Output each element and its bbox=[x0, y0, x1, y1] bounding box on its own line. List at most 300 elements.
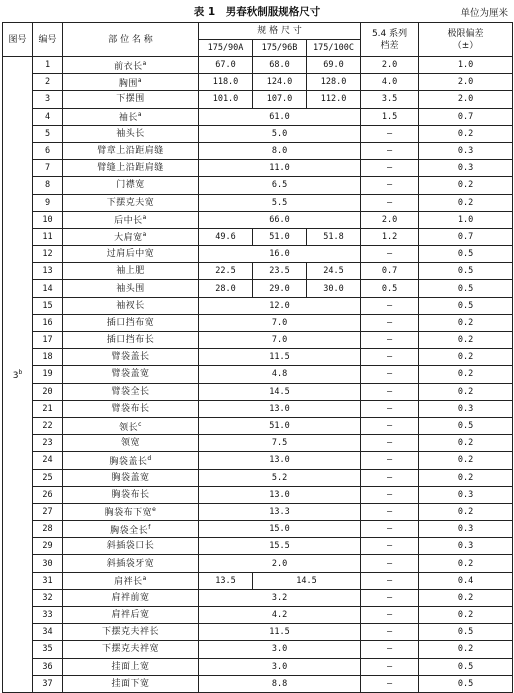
item-number: 8 bbox=[33, 177, 63, 194]
part-name-text: 过肩后中宽 bbox=[106, 249, 155, 260]
part-name bbox=[63, 263, 199, 280]
part-name-text: 斜插袋牙宽 bbox=[106, 558, 155, 569]
grade-value: 4.0 bbox=[361, 74, 419, 91]
tolerance-value: 0.3 bbox=[419, 160, 513, 177]
part-name bbox=[63, 486, 199, 503]
tolerance-value: 0.5 bbox=[419, 417, 513, 434]
tolerance-value: 0.2 bbox=[419, 125, 513, 142]
part-name-text: 前衣长 bbox=[114, 61, 143, 72]
tolerance-value: 0.4 bbox=[419, 572, 513, 589]
header-grade-line1: 5.4 系列 bbox=[371, 28, 408, 39]
part-name bbox=[63, 452, 199, 469]
header-tolerance-line2: （±） bbox=[452, 40, 479, 51]
table-row bbox=[3, 228, 513, 245]
grade-value: — bbox=[361, 521, 419, 538]
part-name bbox=[63, 160, 199, 177]
tolerance-value: 0.3 bbox=[419, 400, 513, 417]
part-name bbox=[63, 142, 199, 159]
part-name-text: 门襟宽 bbox=[116, 180, 145, 191]
tolerance-value: 0.3 bbox=[419, 538, 513, 555]
part-name bbox=[63, 435, 199, 452]
table-row bbox=[3, 400, 513, 417]
tolerance-value: 0.5 bbox=[419, 297, 513, 314]
table-row bbox=[3, 314, 513, 331]
tolerance-value: 0.5 bbox=[419, 675, 513, 692]
part-name bbox=[63, 469, 199, 486]
table-row bbox=[3, 675, 513, 692]
size-value: 13.5 bbox=[199, 572, 253, 589]
tolerance-value: 0.2 bbox=[419, 435, 513, 452]
item-number: 4 bbox=[33, 108, 63, 125]
figure-number: 3 bbox=[12, 370, 19, 381]
size-value: 69.0 bbox=[307, 57, 361, 74]
header-tolerance-line1: 极限偏差 bbox=[447, 28, 484, 39]
header-spec-size: 规 格 尺 寸 bbox=[199, 23, 361, 40]
tolerance-value: 1.0 bbox=[419, 57, 513, 74]
grade-value: — bbox=[361, 314, 419, 331]
size-value: 22.5 bbox=[199, 263, 253, 280]
grade-value: 1.5 bbox=[361, 108, 419, 125]
part-name bbox=[63, 74, 199, 91]
part-name-text: 袖上肥 bbox=[116, 266, 145, 277]
table-row bbox=[3, 177, 513, 194]
item-number: 12 bbox=[33, 246, 63, 263]
size-spec-table bbox=[2, 22, 513, 693]
header-size-175-96b: 175/96B bbox=[253, 40, 307, 57]
size-value: 8.8 bbox=[199, 675, 361, 692]
part-name-text: 胸袋全长 bbox=[110, 525, 149, 536]
unit-note: 单位为厘米 bbox=[460, 8, 508, 19]
size-value: 28.0 bbox=[199, 280, 253, 297]
part-name-text: 袖衩长 bbox=[116, 300, 145, 311]
size-value: 118.0 bbox=[199, 74, 253, 91]
size-value: 112.0 bbox=[307, 91, 361, 108]
grade-value: — bbox=[361, 177, 419, 194]
item-number: 13 bbox=[33, 263, 63, 280]
item-number: 6 bbox=[33, 142, 63, 159]
item-number: 11 bbox=[33, 228, 63, 245]
grade-value: — bbox=[361, 349, 419, 366]
part-name-text: 肩袢前宽 bbox=[111, 592, 150, 603]
size-value: 124.0 bbox=[253, 74, 307, 91]
size-value: 13.0 bbox=[199, 400, 361, 417]
part-name-text: 臂缝上沿距肩缝 bbox=[97, 163, 164, 174]
size-value: 5.2 bbox=[199, 469, 361, 486]
part-name bbox=[63, 211, 199, 228]
size-value: 13.3 bbox=[199, 503, 361, 520]
grade-value: 2.0 bbox=[361, 211, 419, 228]
header-item-no: 编号 bbox=[33, 23, 63, 57]
item-number: 25 bbox=[33, 469, 63, 486]
item-number: 10 bbox=[33, 211, 63, 228]
part-name bbox=[63, 641, 199, 658]
grade-value: — bbox=[361, 417, 419, 434]
grade-value: — bbox=[361, 555, 419, 572]
part-footnote-mark: d bbox=[147, 454, 152, 462]
item-number: 5 bbox=[33, 125, 63, 142]
grade-value: 3.5 bbox=[361, 91, 419, 108]
table-row bbox=[3, 194, 513, 211]
part-name bbox=[63, 57, 199, 74]
header-size-175-100c: 175/100C bbox=[307, 40, 361, 57]
table-row bbox=[3, 263, 513, 280]
part-name-text: 挂面下宽 bbox=[111, 678, 150, 689]
table-row bbox=[3, 555, 513, 572]
part-name-text: 胸袋盖宽 bbox=[111, 472, 150, 483]
item-number: 15 bbox=[33, 297, 63, 314]
tolerance-value: 0.2 bbox=[419, 314, 513, 331]
item-number: 9 bbox=[33, 194, 63, 211]
size-value: 107.0 bbox=[253, 91, 307, 108]
header-figure-no: 图号 bbox=[3, 23, 33, 57]
part-name bbox=[63, 297, 199, 314]
tolerance-value: 1.0 bbox=[419, 211, 513, 228]
part-name-text: 肩袢后宽 bbox=[111, 610, 150, 621]
part-name-text: 斜插袋口长 bbox=[106, 541, 155, 552]
part-name bbox=[63, 280, 199, 297]
item-number: 20 bbox=[33, 383, 63, 400]
size-value: 51.8 bbox=[307, 228, 361, 245]
part-name-text: 插口挡布宽 bbox=[106, 317, 155, 328]
table-row bbox=[3, 108, 513, 125]
table-row bbox=[3, 435, 513, 452]
item-number: 29 bbox=[33, 538, 63, 555]
header-grade bbox=[361, 23, 419, 57]
grade-value: — bbox=[361, 503, 419, 520]
part-name bbox=[63, 332, 199, 349]
size-value: 66.0 bbox=[199, 211, 361, 228]
table-row bbox=[3, 366, 513, 383]
size-value: 3.0 bbox=[199, 658, 361, 675]
part-name bbox=[63, 521, 199, 538]
tolerance-value: 0.3 bbox=[419, 486, 513, 503]
grade-value: — bbox=[361, 658, 419, 675]
part-name-text: 臂袋盖宽 bbox=[111, 369, 150, 380]
table-row bbox=[3, 589, 513, 606]
table-row bbox=[3, 142, 513, 159]
table-row bbox=[3, 469, 513, 486]
part-name bbox=[63, 177, 199, 194]
tolerance-value: 0.5 bbox=[419, 246, 513, 263]
tolerance-value: 0.3 bbox=[419, 521, 513, 538]
part-name bbox=[63, 314, 199, 331]
part-name bbox=[63, 624, 199, 641]
table-header bbox=[3, 23, 513, 57]
part-name bbox=[63, 503, 199, 520]
item-number: 23 bbox=[33, 435, 63, 452]
part-footnote-mark: a bbox=[137, 76, 143, 84]
table-row bbox=[3, 211, 513, 228]
size-value: 51.0 bbox=[253, 228, 307, 245]
size-value: 14.5 bbox=[199, 383, 361, 400]
size-value: 13.0 bbox=[199, 452, 361, 469]
item-number: 31 bbox=[33, 572, 63, 589]
size-value: 11.0 bbox=[199, 160, 361, 177]
size-value: 7.5 bbox=[199, 435, 361, 452]
size-value: 24.5 bbox=[307, 263, 361, 280]
part-name bbox=[63, 572, 199, 589]
part-name bbox=[63, 400, 199, 417]
item-number: 2 bbox=[33, 74, 63, 91]
table-row bbox=[3, 297, 513, 314]
item-number: 14 bbox=[33, 280, 63, 297]
table-row bbox=[3, 624, 513, 641]
part-name bbox=[63, 194, 199, 211]
part-name-text: 胸袋盖长 bbox=[109, 456, 148, 467]
part-name bbox=[63, 125, 199, 142]
part-name-text: 插口挡布长 bbox=[106, 335, 155, 346]
table-row bbox=[3, 332, 513, 349]
grade-value: — bbox=[361, 142, 419, 159]
tolerance-value: 0.7 bbox=[419, 108, 513, 125]
size-value: 15.5 bbox=[199, 538, 361, 555]
size-value: 5.0 bbox=[199, 125, 361, 142]
part-name-text: 挂面上宽 bbox=[111, 661, 150, 672]
size-value: 6.5 bbox=[199, 177, 361, 194]
item-number: 27 bbox=[33, 503, 63, 520]
part-name bbox=[63, 349, 199, 366]
size-value: 29.0 bbox=[253, 280, 307, 297]
part-name bbox=[63, 366, 199, 383]
table-row bbox=[3, 160, 513, 177]
part-name-text: 胸围 bbox=[118, 78, 138, 89]
table-row bbox=[3, 349, 513, 366]
grade-value: — bbox=[361, 486, 419, 503]
header-tolerance bbox=[419, 23, 513, 57]
item-number: 28 bbox=[33, 521, 63, 538]
size-value: 3.0 bbox=[199, 641, 361, 658]
part-name-text: 袖头长 bbox=[116, 128, 145, 139]
item-number: 35 bbox=[33, 641, 63, 658]
size-value: 68.0 bbox=[253, 57, 307, 74]
part-footnote-mark: f bbox=[148, 523, 151, 531]
table-title: 表 1 男春秋制服规格尺寸 bbox=[193, 6, 321, 18]
part-name bbox=[63, 383, 199, 400]
part-footnote-mark: a bbox=[142, 214, 147, 222]
part-footnote-mark: c bbox=[138, 420, 142, 428]
part-name-text: 后中长 bbox=[114, 216, 143, 227]
item-number: 30 bbox=[33, 555, 63, 572]
grade-value: 0.5 bbox=[361, 280, 419, 297]
table-row bbox=[3, 521, 513, 538]
size-value: 128.0 bbox=[307, 74, 361, 91]
size-value: 67.0 bbox=[199, 57, 253, 74]
size-value: 8.0 bbox=[199, 142, 361, 159]
part-name-text: 胸袋布长 bbox=[111, 489, 150, 500]
tolerance-value: 0.2 bbox=[419, 349, 513, 366]
table-row bbox=[3, 538, 513, 555]
part-name-text: 下摆克夫宽 bbox=[106, 197, 155, 208]
part-name-text: 臂章上沿距肩缝 bbox=[97, 146, 164, 157]
size-value: 4.8 bbox=[199, 366, 361, 383]
grade-value: — bbox=[361, 125, 419, 142]
part-name-text: 袖头围 bbox=[116, 283, 145, 294]
grade-value: — bbox=[361, 452, 419, 469]
tolerance-value: 0.5 bbox=[419, 280, 513, 297]
table-row bbox=[3, 125, 513, 142]
item-number: 1 bbox=[33, 57, 63, 74]
table-row bbox=[3, 607, 513, 624]
part-name bbox=[63, 607, 199, 624]
item-number: 32 bbox=[33, 589, 63, 606]
tolerance-value: 0.2 bbox=[419, 366, 513, 383]
size-value: 4.2 bbox=[199, 607, 361, 624]
grade-value: — bbox=[361, 641, 419, 658]
tolerance-value: 0.2 bbox=[419, 503, 513, 520]
part-name-text: 下摆克夫袢长 bbox=[101, 627, 159, 638]
size-value: 11.5 bbox=[199, 624, 361, 641]
part-name-text: 臂袋布长 bbox=[111, 403, 150, 414]
part-name-text: 胸袋布下宽 bbox=[104, 508, 153, 519]
size-value: 3.2 bbox=[199, 589, 361, 606]
table-body bbox=[3, 57, 513, 693]
grade-value: — bbox=[361, 400, 419, 417]
grade-value: — bbox=[361, 607, 419, 624]
size-value: 5.5 bbox=[199, 194, 361, 211]
part-name-text: 领长 bbox=[119, 422, 139, 433]
figure-footnote-mark: b bbox=[18, 368, 23, 376]
size-value: 30.0 bbox=[307, 280, 361, 297]
size-value: 61.0 bbox=[199, 108, 361, 125]
part-name bbox=[63, 658, 199, 675]
tolerance-value: 0.2 bbox=[419, 332, 513, 349]
table-row bbox=[3, 658, 513, 675]
grade-value: — bbox=[361, 624, 419, 641]
item-number: 7 bbox=[33, 160, 63, 177]
part-footnote-mark: a bbox=[137, 111, 143, 119]
part-name bbox=[63, 675, 199, 692]
size-value: 14.5 bbox=[253, 572, 361, 589]
size-value: 49.6 bbox=[199, 228, 253, 245]
part-name-text: 大肩宽 bbox=[114, 233, 143, 244]
part-name bbox=[63, 417, 199, 434]
part-footnote-mark: a bbox=[142, 575, 147, 583]
grade-value: — bbox=[361, 538, 419, 555]
tolerance-value: 0.7 bbox=[419, 228, 513, 245]
part-name bbox=[63, 91, 199, 108]
part-name bbox=[63, 555, 199, 572]
header-part-name: 部 位 名 称 bbox=[63, 23, 199, 57]
item-number: 22 bbox=[33, 417, 63, 434]
size-value: 11.5 bbox=[199, 349, 361, 366]
item-number: 24 bbox=[33, 452, 63, 469]
size-value: 23.5 bbox=[253, 263, 307, 280]
item-number: 18 bbox=[33, 349, 63, 366]
tolerance-value: 2.0 bbox=[419, 91, 513, 108]
size-value: 13.0 bbox=[199, 486, 361, 503]
item-number: 33 bbox=[33, 607, 63, 624]
grade-value: 1.2 bbox=[361, 228, 419, 245]
table-row bbox=[3, 572, 513, 589]
tolerance-value: 0.5 bbox=[419, 624, 513, 641]
grade-value: — bbox=[361, 572, 419, 589]
part-footnote-mark: a bbox=[142, 59, 147, 67]
grade-value: 2.0 bbox=[361, 57, 419, 74]
header-grade-line2: 档差 bbox=[380, 40, 399, 51]
item-number: 17 bbox=[33, 332, 63, 349]
tolerance-value: 0.2 bbox=[419, 641, 513, 658]
tolerance-value: 0.2 bbox=[419, 383, 513, 400]
part-name-text: 袖长 bbox=[118, 113, 138, 124]
grade-value: — bbox=[361, 194, 419, 211]
table-row bbox=[3, 246, 513, 263]
table-row bbox=[3, 417, 513, 434]
tolerance-value: 0.2 bbox=[419, 555, 513, 572]
tolerance-value: 2.0 bbox=[419, 74, 513, 91]
tolerance-value: 0.2 bbox=[419, 607, 513, 624]
size-value: 51.0 bbox=[199, 417, 361, 434]
item-number: 3 bbox=[33, 91, 63, 108]
size-value: 15.0 bbox=[199, 521, 361, 538]
grade-value: — bbox=[361, 246, 419, 263]
tolerance-value: 0.3 bbox=[419, 142, 513, 159]
part-name-text: 下摆围 bbox=[116, 94, 145, 105]
part-name bbox=[63, 108, 199, 125]
grade-value: — bbox=[361, 383, 419, 400]
tolerance-value: 0.2 bbox=[419, 452, 513, 469]
tolerance-value: 0.2 bbox=[419, 589, 513, 606]
header-size-175-90a: 175/90A bbox=[199, 40, 253, 57]
size-value: 101.0 bbox=[199, 91, 253, 108]
size-value: 12.0 bbox=[199, 297, 361, 314]
size-value: 7.0 bbox=[199, 332, 361, 349]
grade-value: — bbox=[361, 675, 419, 692]
figure-number-cell bbox=[3, 57, 33, 693]
table-row bbox=[3, 74, 513, 91]
item-number: 21 bbox=[33, 400, 63, 417]
grade-value: 0.7 bbox=[361, 263, 419, 280]
grade-value: — bbox=[361, 160, 419, 177]
table-row bbox=[3, 57, 513, 74]
tolerance-value: 0.2 bbox=[419, 469, 513, 486]
tolerance-value: 0.5 bbox=[419, 658, 513, 675]
size-value: 16.0 bbox=[199, 246, 361, 263]
grade-value: — bbox=[361, 589, 419, 606]
part-name-text: 臂袋盖长 bbox=[111, 352, 150, 363]
part-name-text: 肩袢长 bbox=[114, 577, 143, 588]
part-name bbox=[63, 589, 199, 606]
part-name-text: 领宽 bbox=[120, 438, 140, 449]
table-row bbox=[3, 280, 513, 297]
item-number: 16 bbox=[33, 314, 63, 331]
tolerance-value: 0.2 bbox=[419, 194, 513, 211]
table-row bbox=[3, 91, 513, 108]
tolerance-value: 0.2 bbox=[419, 177, 513, 194]
tolerance-value: 0.5 bbox=[419, 263, 513, 280]
item-number: 36 bbox=[33, 658, 63, 675]
table-row bbox=[3, 452, 513, 469]
grade-value: — bbox=[361, 297, 419, 314]
table-row bbox=[3, 486, 513, 503]
part-footnote-mark: a bbox=[142, 231, 147, 239]
item-number: 37 bbox=[33, 675, 63, 692]
part-name bbox=[63, 246, 199, 263]
table-row bbox=[3, 383, 513, 400]
part-name bbox=[63, 228, 199, 245]
grade-value: — bbox=[361, 366, 419, 383]
table-caption bbox=[0, 0, 514, 20]
part-name-text: 下摆克夫袢宽 bbox=[101, 644, 159, 655]
grade-value: — bbox=[361, 469, 419, 486]
item-number: 26 bbox=[33, 486, 63, 503]
grade-value: — bbox=[361, 332, 419, 349]
size-value: 2.0 bbox=[199, 555, 361, 572]
item-number: 34 bbox=[33, 624, 63, 641]
part-footnote-mark: e bbox=[152, 506, 157, 514]
item-number: 19 bbox=[33, 366, 63, 383]
grade-value: — bbox=[361, 435, 419, 452]
size-value: 7.0 bbox=[199, 314, 361, 331]
